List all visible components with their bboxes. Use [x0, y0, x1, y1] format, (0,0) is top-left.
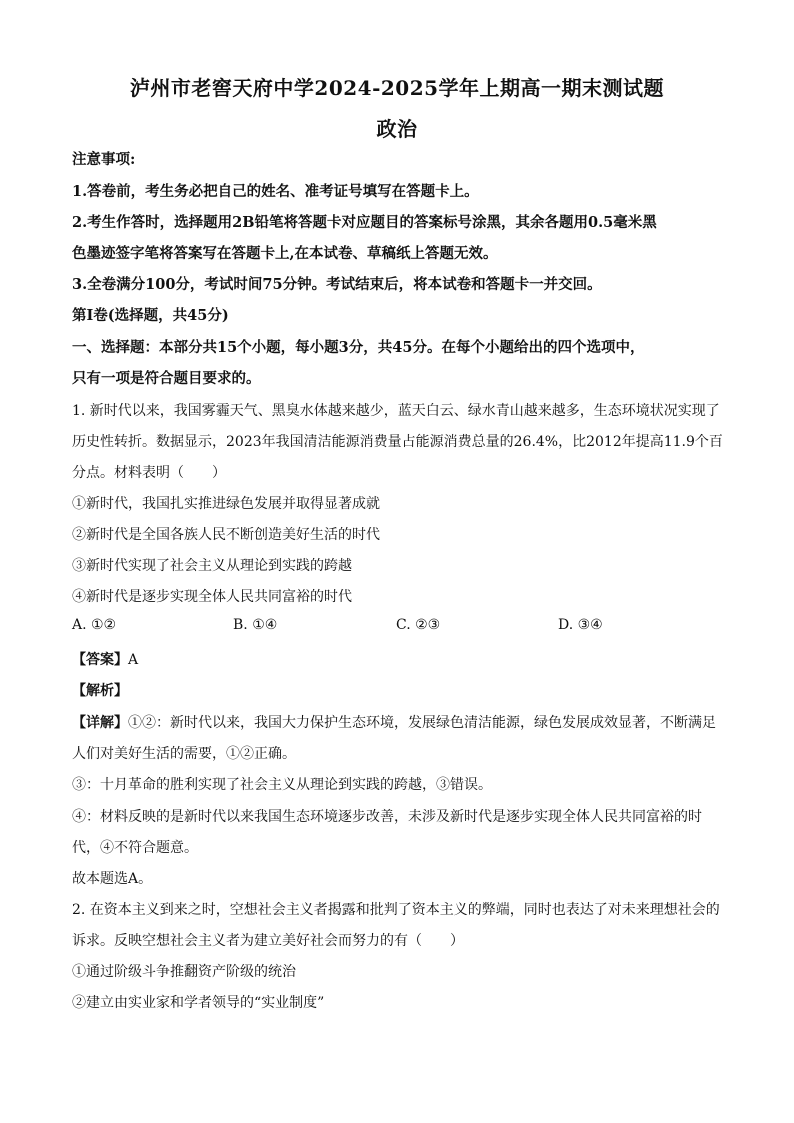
subject-title: 政治	[376, 117, 418, 141]
q1-statement-4: ④新时代是逐步实现全体人民共同富裕的时代	[72, 589, 352, 605]
q1-detail	[72, 713, 732, 733]
notice-item-2: 2.考生作答时，选择题用2B铅笔将答题卡对应题目的答案标号涂黑，其余各题用0.5毫米黑	[72, 214, 657, 231]
q1-statement-2: ②新时代是全国各族人民不断创造美好生活的时代	[72, 527, 380, 543]
q1-detail: ③：十月革命的胜利实现了社会主义从理论到实践的跨越，③错误。	[72, 777, 492, 793]
notice-item-1: 1.答卷前，考生务必把自己的姓名、准考证号填写在答题卡上。	[72, 183, 479, 200]
part-instructions-cont: 只有一项是符合题目要求的。	[72, 370, 261, 387]
q1-options	[72, 617, 732, 637]
q1-statement-3: ③新时代实现了社会主义从理论到实践的跨越	[72, 558, 352, 574]
detail-text: ①②：新时代以来，我国大力保护生态环境，发展绿色清洁能源，绿色发展成效显著，不断满足	[128, 715, 716, 731]
q1-detail: 人们对美好生活的需要，①②正确。	[72, 746, 296, 762]
part-instructions: 一、选择题：本部分共15个小题，每小题3分，共45分。在每个小题给出的四个选项中，	[72, 339, 645, 356]
q1-analysis-tag	[72, 681, 732, 701]
q1-conclusion: 故本题选A。	[72, 871, 153, 887]
q1-statement-1: ①新时代，我国扎实推进绿色发展并取得显著成就	[72, 496, 380, 512]
q1-detail: 代，④不符合题意。	[72, 840, 198, 856]
notice-heading: 注意事项:	[72, 151, 136, 168]
q1-option-a: A. ①②	[72, 617, 117, 633]
notice-item-2-cont: 色墨迹签字笔将答案写在答题卡上,在本试卷、草稿纸上答题无效。	[72, 245, 498, 262]
answer-value: A	[128, 652, 139, 668]
q1-option-b: B. ①④	[233, 617, 278, 633]
q1-stem: 分点。材料表明（ ）	[72, 465, 226, 481]
detail-tag: 【详解】	[72, 715, 128, 731]
q1-answer	[72, 650, 732, 670]
analysis-tag: 【解析】	[72, 683, 128, 699]
q2-stem: 诉求。反映空想社会主义者为建立美好社会而努力的有（ ）	[72, 933, 464, 949]
notice-item-3: 3.全卷满分100分，考试时间75分钟。考试结束后，将本试卷和答题卡一并交回。	[72, 276, 602, 293]
answer-tag: 【答案】	[72, 652, 128, 668]
volume-heading: 第I卷(选择题，共45分)	[72, 307, 229, 324]
q1-stem: 1. 新时代以来，我国雾霾天气、黑臭水体越来越少，蓝天白云、绿水青山越来越多，生态环境状况实现了	[72, 403, 720, 419]
q1-option-d: D. ③④	[558, 617, 603, 633]
q1-stem: 历史性转折。数据显示，2023年我国清洁能源消费量占能源消费总量的26.4%，比2012年提高11.9个百	[72, 434, 723, 450]
q1-option-c: C. ②③	[396, 617, 441, 633]
q2-statement-1: ①通过阶级斗争推翻资产阶级的统治	[72, 964, 296, 980]
q2-statement-2: ②建立由实业家和学者领导的“实业制度”	[72, 995, 325, 1011]
q1-detail: ④：材料反映的是新时代以来我国生态环境逐步改善，未涉及新时代是逐步实现全体人民共同富裕的时	[72, 809, 702, 825]
exam-title: 泸州市老窖天府中学2024-2025学年上期高一期末测试题	[129, 76, 665, 100]
q2-stem: 2. 在资本主义到来之时，空想社会主义者揭露和批判了资本主义的弊端，同时也表达了对未来理想社会的	[72, 902, 720, 918]
